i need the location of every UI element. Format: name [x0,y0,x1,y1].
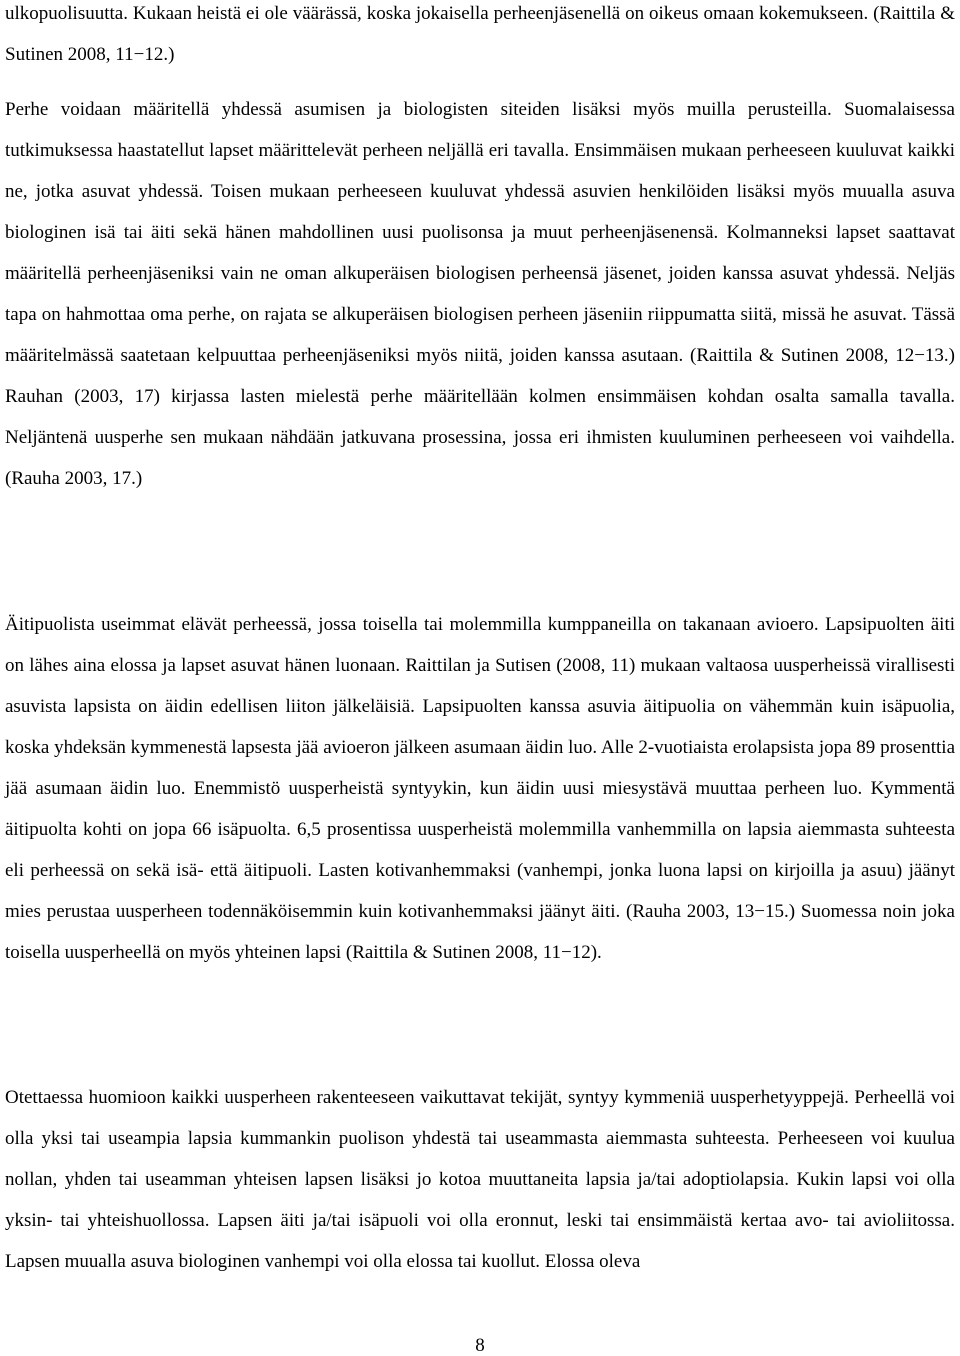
paragraph-continued: ulkopuolisuutta. Kukaan heistä ei ole väärässä, koska jokaisella perheenjäsenellä on oikeus omaan kokemukseen. (Raittila & Sutinen 2008, 11−12.) [5,3,955,65]
paragraph-family-types: Otettaessa huomioon kaikki uusperheen rakenteeseen vaikuttavat tekijät, syntyy kymmeniä uusperhetyyppejä. Perheellä voi olla yksi tai useampia lapsia kummankin puolison yhdestä tai useammasta aiemmasta suhteesta. Perheeseen voi kuulua nollan, yhden tai useamman yhteisen lapsen lisäksi jo kotoa muuttaneita lapsia ja/tai adoptiolapsia. Kukin lapsi voi olla yksin- tai yhteishuollossa. Lapsen äiti ja/tai isäpuoli voi olla eronnut, leski tai ensimmäistä kertaa avo- tai avioliitossa. Lapsen muualla asuva biologinen vanhempi voi olla elossa tai kuollut. Elossa oleva [5,1087,955,1272]
paragraph-stepmothers: Äitipuolista useimmat elävät perheessä, jossa toisella tai molemmilla kumppaneilla on takanaan avioero. Lapsipuolten äiti on lähes aina elossa ja lapset asuvat hänen luonaan. Raittilan ja Sutisen (2008, 11) mukaan valtaosa uusperheissä virallisesti asuvista lapsista on äidin edellisen liiton jälkeläisiä. Lapsipuolten kanssa asuvia äitipuolia on vähemmän kuin isäpuolia, koska yhdeksän kymmenestä lapsesta jää avioeron jälkeen asumaan äidin luo. Alle 2-vuotiaista erolapsista jopa 89 prosenttia jää asumaan äidin luo. Enemmistö uusperheistä syntyykin, kun äidin uusi miesystävä muuttaa perheen luo. Kymmentä äitipuolta kohti on jopa 66 isäpuolta. 6,5 prosentissa uusperheistä molemmilla vanhemmilla on lapsia aiemmasta suhteesta eli perheessä on sekä isä- että äitipuoli. Lasten kotivanhemmaksi (vanhempi, jonka luona lapsi on kirjoilla ja asuu) jäänyt mies perustaa uusperheen todennäköisemmin kuin kotivanhemmaksi jäänyt äiti. (Rauha 2003, 13−15.) Suomessa noin joka toisella uusperheellä on myös yhteinen lapsi (Raittila & Sutinen 2008, 11−12). [5,614,955,963]
page-number: 8 [475,1335,485,1356]
paragraph-family-definitions: Perhe voidaan määritellä yhdessä asumisen ja biologisten siteiden lisäksi myös muilla perusteilla. Suomalaisessa tutkimuksessa haastatellut lapset määrittelevät perheen neljällä eri tavalla. Ensimmäisen mukaan perheeseen kuuluvat kaikki ne, jotka asuvat yhdessä. Toisen mukaan perheeseen kuuluvat yhdessä asuvien henkilöiden lisäksi myös muualla asuva biologinen isä tai äiti sekä hänen mahdollinen uusi puolisonsa ja muut perheenjäsenensä. Kolmanneksi lapset saattavat määritellä perheenjäseniksi vain ne oman alkuperäisen biologisen perheensä jäsenet, joiden kanssa asuvat yhdessä. Neljäs tapa on hahmottaa oma perhe, on rajata se alkuperäisen biologisen perheen jäseniin riippumatta siitä, missä he asuvat. Tässä määritelmässä saatetaan kelpuuttaa perheenjäseniksi myös niitä, joiden kanssa asutaan. (Raittila & Sutinen 2008, 12−13.) Rauhan (2003, 17) kirjassa lasten mielestä perhe määritellään kolmen ensimmäisen kohdan osalta samalla tavalla. Neljäntenä uusperhe sen mukaan nähdään jatkuvana prosessina, jossa eri ihmisten kuuluminen perheeseen voi vaihdella. (Rauha 2003, 17.) [5,99,955,489]
